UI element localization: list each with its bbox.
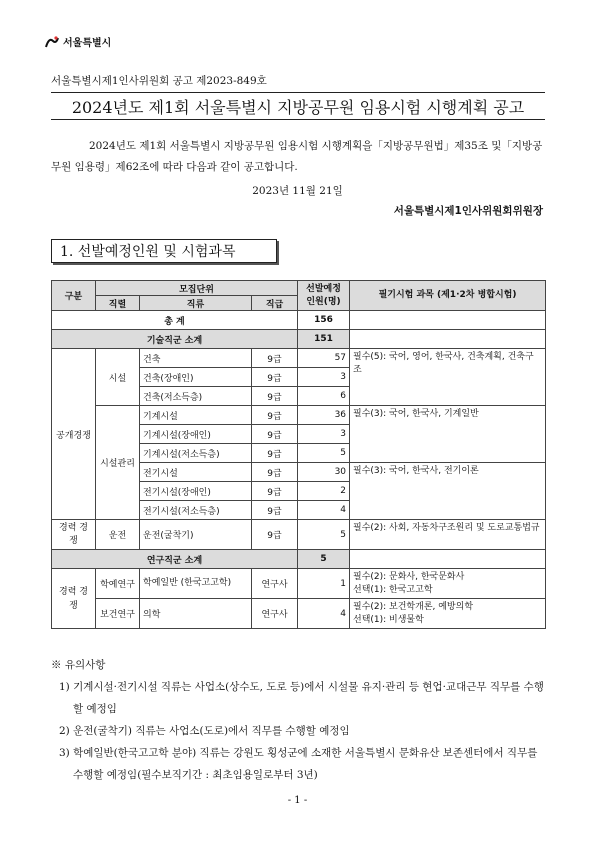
row-grade: 9급 [252,387,298,406]
row-grade: 9급 [252,425,298,444]
note-item: 2) 운전(굴착기) 직류는 사업소(도로)에서 직무를 수행할 예정임 [59,725,350,737]
row-count: 36 [298,406,350,425]
header-jikryu: 직류 [140,296,252,311]
row-jikryu: 전기시설(저소득층) [140,501,252,520]
row-grade: 9급 [252,444,298,463]
page-number: - 1 - [287,795,308,806]
row-count: 5 [298,520,350,550]
row-count: 2 [298,482,350,501]
row-grade: 9급 [252,406,298,425]
subjects-elec: 필수(3): 국어, 한국사, 전기이론 [350,463,546,520]
header-subjects: 필기시험 과목 (제1·2차 병합시험) [350,281,546,311]
row-count: 4 [298,501,350,520]
group-career-2: 경력 경쟁 [52,569,96,629]
intro-paragraph: 2024년도 제1회 서울특별시 지방공무원 임용시험 시행계획을「지방공무원법」제35조 및「지방공무원 임용령」제62조에 따라 다음과 같이 공고합니다. [51,140,543,173]
row-grade: 9급 [252,368,298,387]
header-gubun: 구분 [52,281,96,311]
series-facility-mgmt: 시설관리 [96,406,140,520]
row-jikryu: 건축(장애인) [140,368,252,387]
note-item: 1) 기계시설·전기시설 직류는 사업소(상수도, 도로 등)에서 시설물 유지·관리 등 현업·교대근무 직무를 수행할 예정임 [59,681,544,715]
row-grade: 9급 [252,482,298,501]
table-row [52,406,546,425]
tech-subtotal-count: 151 [298,330,350,349]
row-jikryu: 기계시설(장애인) [140,425,252,444]
row-count: 57 [298,349,350,368]
row-jikryu: 학예일반 (한국고고학) [140,569,252,599]
research-subtotal-label: 연구직군 소계 [52,550,298,569]
seoul-logo [44,34,111,49]
table-row [52,520,546,550]
document-title-text: 2024년도 제1회 서울특별시 지방공무원 임용시험 시행계획 공고 [71,97,525,117]
row-count: 4 [298,599,350,629]
header-count: 선발예정 인원(명) [298,281,350,311]
row-grade: 연구사 [252,599,298,629]
row-grade: 9급 [252,501,298,520]
row-count: 5 [298,444,350,463]
series-facility: 시설 [96,349,140,406]
group-open: 공개경쟁 [52,349,96,520]
subjects-health-opt: 선택(1): 비생물학 [353,615,424,625]
subjects-arch: 필수(5): 국어, 영어, 한국사, 건축계획, 건축구조 [350,349,546,406]
table-row [52,599,546,629]
row-count: 3 [298,425,350,444]
subjects-mech: 필수(3): 국어, 한국사, 기계일반 [350,406,546,463]
row-grade: 연구사 [252,569,298,599]
notice-date: 2023년 11월 21일 [252,185,343,197]
research-subtotal-subjects [350,550,546,569]
subjects-scholar [350,569,546,599]
total-subjects [350,311,546,330]
row-jikryu: 전기시설(장애인) [140,482,252,501]
total-count: 156 [298,311,350,330]
subjects-scholar-opt: 선택(1): 한국고고학 [353,585,433,595]
notes-section [51,654,545,786]
row-jikryu: 운전(굴착기) [140,520,252,550]
row-grade: 9급 [252,520,298,550]
row-jikryu: 건축 [140,349,252,368]
subjects-health-req: 필수(2): 보건학개론, 예방의학 [353,602,474,612]
row-grade: 9급 [252,349,298,368]
notice-number: 서울특별시제1인사위원회 공고 제2023-849호 [51,75,267,87]
row-jikryu: 기계시설(저소득층) [140,444,252,463]
series-scholar: 학예연구 [96,569,140,599]
document-title [51,92,545,120]
row-jikryu: 기계시설 [140,406,252,425]
notes-heading: ※ 유의사항 [51,659,106,671]
table-row [52,569,546,599]
row-count: 3 [298,368,350,387]
tech-subtotal-subjects [350,330,546,349]
group-career: 경력 경쟁 [52,520,96,550]
series-driving: 운전 [96,520,140,550]
table-row [52,349,546,368]
row-jikryu: 건축(저소득층) [140,387,252,406]
logo-text: 서울특별시 [63,38,112,49]
row-count: 30 [298,463,350,482]
section-1-heading [51,239,277,263]
total-label: 총 계 [52,311,298,330]
tech-subtotal-label: 기술직군 소계 [52,330,298,349]
subjects-driving: 필수(2): 사회, 자동차구조원리 및 도로교통법규 [350,520,546,550]
row-count: 6 [298,387,350,406]
row-jikryu: 의학 [140,599,252,629]
signer: 서울특별시제1인사위원회위원장 [393,205,543,217]
seoul-logo-icon [44,35,60,49]
row-grade: 9급 [252,463,298,482]
header-jikgeup: 직급 [252,296,298,311]
research-subtotal-count: 5 [298,550,350,569]
series-health: 보건연구 [96,599,140,629]
recruitment-table [51,280,546,629]
section-1-title: 1. 선발예정인원 및 시험과목 [60,244,236,260]
row-count: 1 [298,569,350,599]
note-item: 3) 학예일반(한국고고학 분야) 직류는 강원도 횡성군에 소재한 서울특별시 문화유산 보존센터에서 직무를 수행할 예정임(필수보직기간 : 최초임용일로부터 3년) [59,747,538,781]
row-jikryu: 전기시설 [140,463,252,482]
header-jikgun: 직렬 [96,296,140,311]
subjects-health [350,599,546,629]
header-unit: 모집단위 [96,281,298,296]
subjects-scholar-req: 필수(2): 문화사, 한국문화사 [353,572,465,582]
